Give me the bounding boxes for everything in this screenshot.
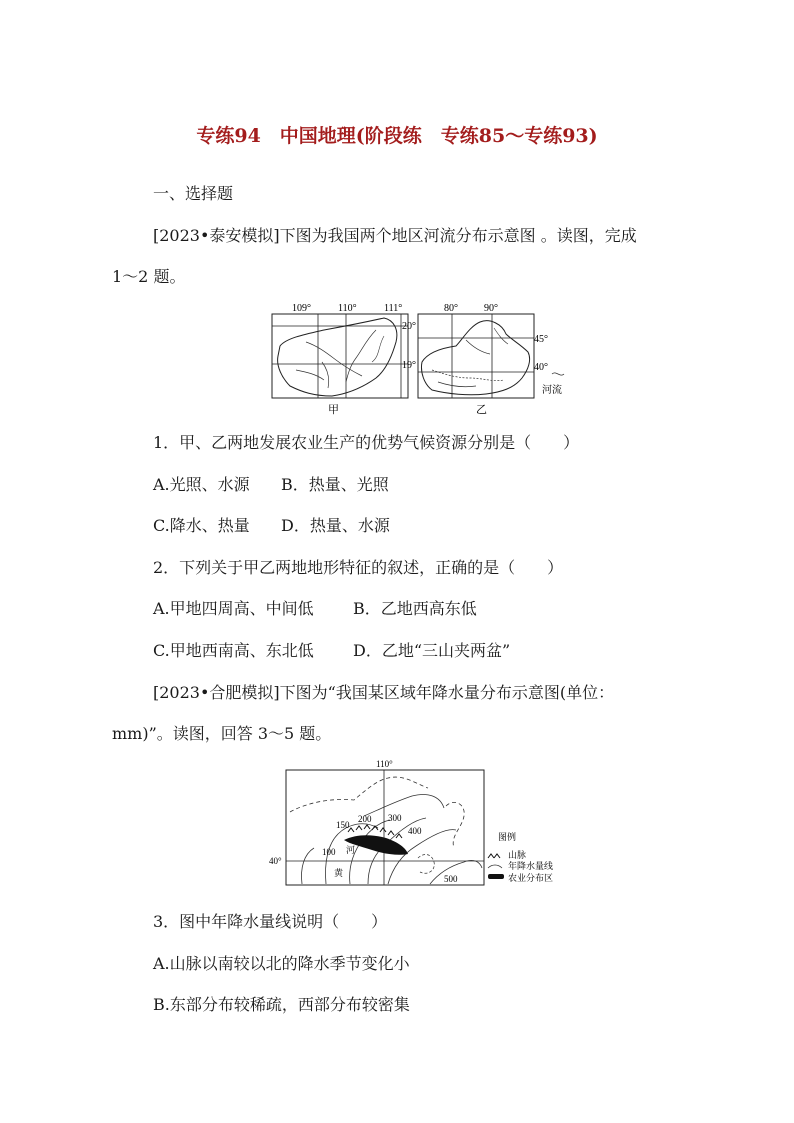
- q2-option-a: A.甲地四周高、中间低: [153, 599, 314, 618]
- map-b: [418, 303, 564, 416]
- legend-agriculture-icon: [488, 874, 504, 879]
- intro-1-line-2: 1～2 题。: [112, 267, 186, 286]
- map-b-lat-45: 45°: [534, 334, 548, 345]
- q2-option-d: D．乙地“三山夹两盆”: [353, 641, 511, 660]
- q1-stem: 1．甲、乙两地发展农业生产的优势气候资源分别是（ ）: [153, 433, 580, 452]
- figure-1-river-maps: [266, 300, 572, 420]
- legend-isoline-label: 年降水量线: [508, 861, 554, 871]
- fig2-lat-40: 40°: [269, 856, 282, 866]
- q2-option-b: B．乙地西高东低: [353, 599, 477, 618]
- isoline-label-400: 400: [408, 826, 422, 836]
- figure-2-legend: [488, 831, 553, 883]
- isoline-dashed-north: [290, 777, 428, 812]
- q2-option-c: C.甲地西南高、东北低: [153, 641, 314, 660]
- intro-2-line-2: mm)”。读图，回答 3～5 题。: [112, 724, 332, 743]
- isoline-curve-north: [364, 795, 444, 817]
- q1-option-a: A.光照、水源: [153, 475, 250, 494]
- place-label-he: 河: [346, 845, 356, 855]
- map-a-lon-111: 111°: [384, 303, 403, 314]
- section-heading: 一、选择题: [153, 184, 234, 203]
- q1-option-d: D．热量、水源: [281, 516, 390, 535]
- legend-title: 图例: [498, 832, 517, 842]
- q3-option-b: B.东部分布较稀疏，西部分布较密集: [153, 995, 410, 1014]
- page-title: 专练94 中国地理(阶段练 专练85～专练93): [196, 125, 598, 147]
- hainan-island-outline: [278, 318, 397, 396]
- q2-stem: 2．下列关于甲乙两地地形特征的叙述，正确的是（ ）: [153, 558, 564, 577]
- map-a: [272, 303, 416, 416]
- isoline-label-100: 100: [322, 847, 336, 857]
- q1-option-b: B．热量、光照: [281, 475, 389, 494]
- q1-option-c: C.降水、热量: [153, 516, 250, 535]
- river-a-1: [306, 342, 362, 376]
- map-a-lon-110: 110°: [338, 303, 357, 314]
- intro-2-line-1: [2023•合肥模拟]下图为“我国某区域年降水量分布示意图(单位：: [153, 683, 615, 702]
- place-label-huang: 黄: [334, 868, 344, 878]
- isoline-100: [302, 848, 315, 884]
- legend-river-label: 河流: [542, 385, 562, 396]
- legend-mountain-label: 山脉: [508, 850, 527, 860]
- q3-option-a: A.山脉以南较以北的降水季节变化小: [153, 954, 410, 973]
- river-b-3: [438, 382, 476, 387]
- isoline-dashed-east: [446, 802, 464, 848]
- river-legend-icon: [552, 373, 564, 375]
- legend-isoline-icon: [488, 865, 502, 868]
- isoline-label-150: 150: [336, 820, 350, 830]
- river-b-2: [466, 340, 490, 354]
- figure-2-precipitation-map: [268, 758, 570, 890]
- river-b-1: [432, 370, 504, 381]
- map-b-label: 乙: [476, 404, 487, 416]
- legend-mountain-icon: [488, 854, 500, 858]
- isoline-label-500: 500: [444, 874, 458, 884]
- fig2-lon-110: 110°: [376, 759, 393, 769]
- q3-stem: 3．图中年降水量线说明（ ）: [153, 912, 388, 931]
- legend-agriculture-label: 农业分布区: [508, 873, 554, 883]
- isoline-label-200: 200: [358, 814, 372, 824]
- map-b-lon-90: 90°: [484, 303, 498, 314]
- river-a-2: [346, 330, 376, 382]
- map-b-lon-80: 80°: [444, 303, 458, 314]
- river-a-4: [296, 370, 324, 380]
- map-a-lon-109: 109°: [292, 303, 311, 314]
- intro-1-line-1: [2023•泰安模拟]下图为我国两个地区河流分布示意图 。读图，完成: [153, 226, 637, 245]
- map-b-lat-40: 40°: [534, 362, 548, 373]
- map-a-lat-20: 20°: [402, 321, 416, 332]
- map-a-lat-19: 19°: [402, 360, 416, 371]
- map-a-label: 甲: [328, 404, 339, 416]
- river-a-3: [322, 362, 329, 388]
- xinjiang-outline: [421, 321, 529, 395]
- isoline-label-300: 300: [388, 813, 402, 823]
